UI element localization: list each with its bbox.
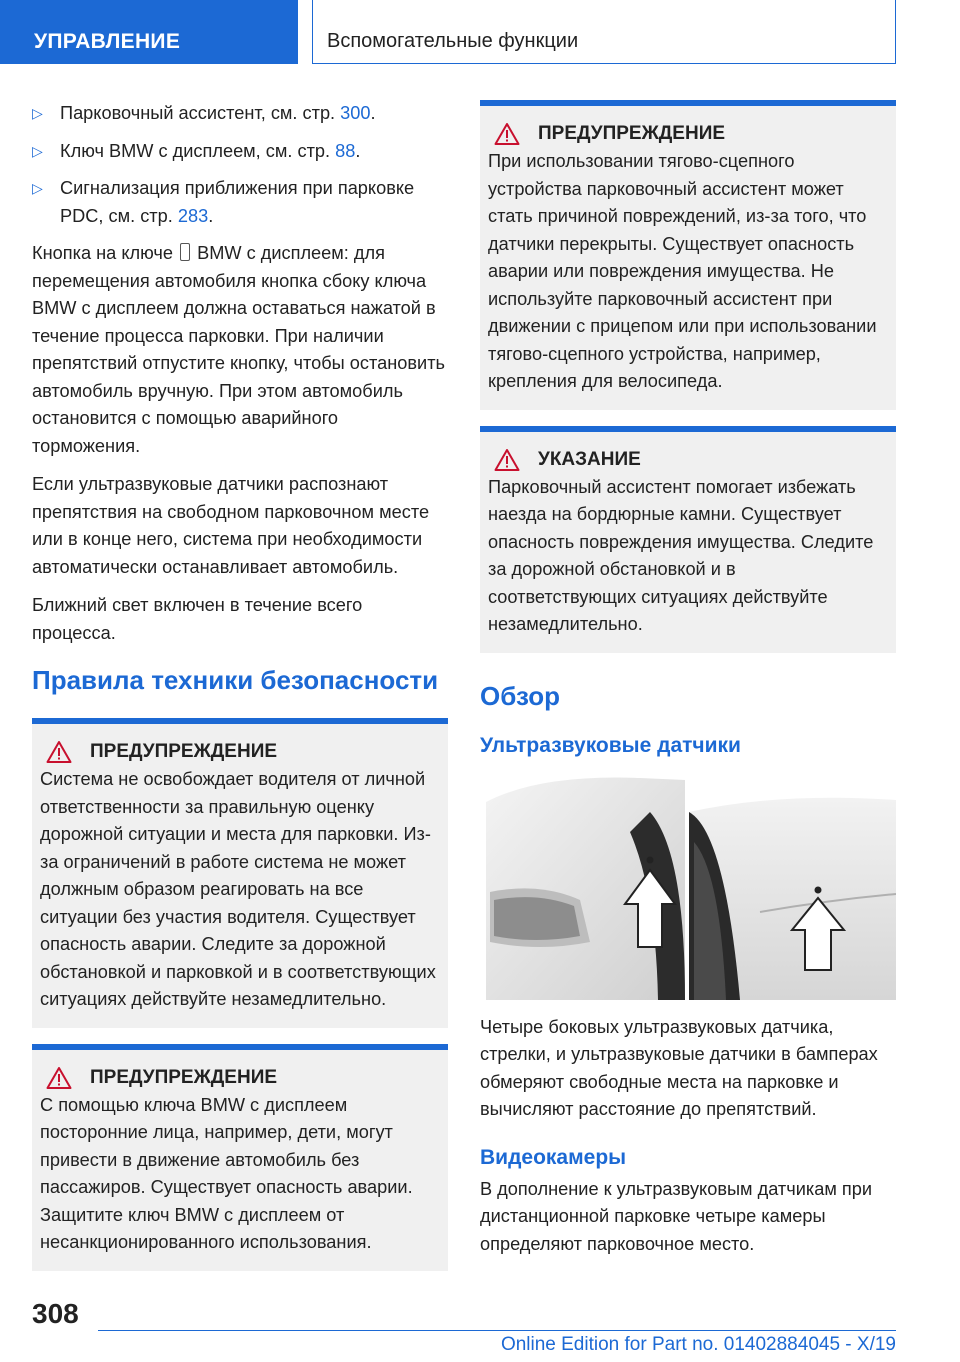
triangle-bullet-icon: ▷ <box>32 142 43 159</box>
list-item: ▷ Ключ BMW с дисплеем, см. стр. 88. <box>32 138 448 166</box>
warning-triangle-icon <box>46 1066 72 1090</box>
warning-text: При использовании тягово-сцепного устройства парковочный ассистент может стать причиной повреждений, из-за того, что датчики перекрыты. Существует опасность аварии или повреждения имущества. Не используйте парковочный ассистент при движении с прицепом или при использовании тягово-сцепного устройства, например, крепления для велосипеда. <box>488 151 877 391</box>
edition-info: Online Edition for Part no. 01402884045 - X/19 <box>500 1334 896 1355</box>
warning-triangle-icon <box>46 740 72 764</box>
chapter-header: Вспомогательные функции <box>312 0 896 64</box>
subsection-heading: Видеокамеры <box>480 1145 627 1169</box>
sensor-illustration <box>480 772 896 1000</box>
warning-box <box>480 100 896 410</box>
page-link[interactable]: 88 <box>335 140 356 161</box>
notice-box <box>480 426 896 653</box>
warning-text: Система не освобождает водителя от личной ответственности за правильную оценку дорожной ситуации и места для парковки. Из-за ограничений в работе система не может должным образом реагировать на все ситуации без участия водителя. Существует опасность аварии. Следите за дорожной обстановкой и парковкой и в соответствующих ситуациях действуйте незамедлительно. <box>40 769 436 1009</box>
paragraph: Ближний свет включен в течение всего процесса. <box>32 595 363 643</box>
page-link[interactable]: 300 <box>340 103 371 123</box>
warning-text: С помощью ключа BMW с дисплеем посторонние лица, например, дети, могут привести в движение автомобиль без пассажиров. Существует опасность аварии. Защитите ключ BMW с дисплеем от несанкционированного использования. <box>40 1094 413 1252</box>
warning-triangle-icon <box>494 448 520 472</box>
left-column <box>32 100 448 1271</box>
section-heading: Обзор <box>480 680 560 711</box>
page-link[interactable]: 283 <box>177 205 209 226</box>
paragraph: Кнопка на ключе BMW с дисплеем: для перемещения автомобиля кнопка сбоку ключа BMW с дисплеем должна оставаться нажатой в течение процесса парковки. При наличии препятствий отпустите кнопку, чтобы остановить автомобиль вручную. При этом автомобиль остановится с помощью аварийного торможения. <box>32 243 446 456</box>
warning-title: ПРЕДУПРЕЖДЕНИЕ <box>538 123 726 144</box>
notice-title: УКАЗАНИЕ <box>538 448 641 470</box>
car-sensors-image <box>480 772 896 1000</box>
notice-text: Парковочный ассистент помогает избежать наезда на бордюрные камни. Существует опасность повреждения имущества. Следите за дорожной обстановкой и в соответствующих ситуациях действуйте незамедлительно. <box>488 476 874 634</box>
warning-box <box>32 1044 448 1271</box>
footer-divider <box>98 1330 896 1331</box>
list-item: ▷ Сигнализация приближения при парковке PDC, см. стр. 283. <box>32 175 448 230</box>
subsection-heading: Ультразвуковые датчики <box>480 733 741 757</box>
right-column <box>480 100 896 1269</box>
warning-title: ПРЕДУПРЕЖДЕНИЕ <box>90 741 278 762</box>
warning-box <box>32 718 448 1028</box>
warning-triangle-icon <box>494 122 520 146</box>
key-button-icon <box>180 243 190 261</box>
warning-title: ПРЕДУПРЕЖДЕНИЕ <box>90 1066 278 1088</box>
triangle-bullet-icon: ▷ <box>32 180 43 196</box>
list-item: ▷ Парковочный ассистент, см. стр. 300. <box>32 100 448 128</box>
triangle-bullet-icon: ▷ <box>32 105 43 121</box>
section-header: УПРАВЛЕНИЕ <box>0 0 298 64</box>
paragraph: В дополнение к ультразвуковым датчикам при дистанционной парковке четыре камеры определяют парковочное место. <box>480 1178 873 1254</box>
paragraph: Если ультразвуковые датчики распознают препятствия на свободном парковочном месте или в конце него, система при необходимости автоматически останавливает автомобиль. <box>32 474 430 577</box>
figure-caption: Четыре боковых ультразвуковых датчика, стрелки, и ультразвуковые датчики в бамперах обмеряют свободные места на парковке и вычисляют расстояние до препятствий. <box>480 1016 878 1119</box>
page-number: 308 <box>32 1298 79 1329</box>
section-heading: Правила техники безопасности <box>32 665 439 695</box>
